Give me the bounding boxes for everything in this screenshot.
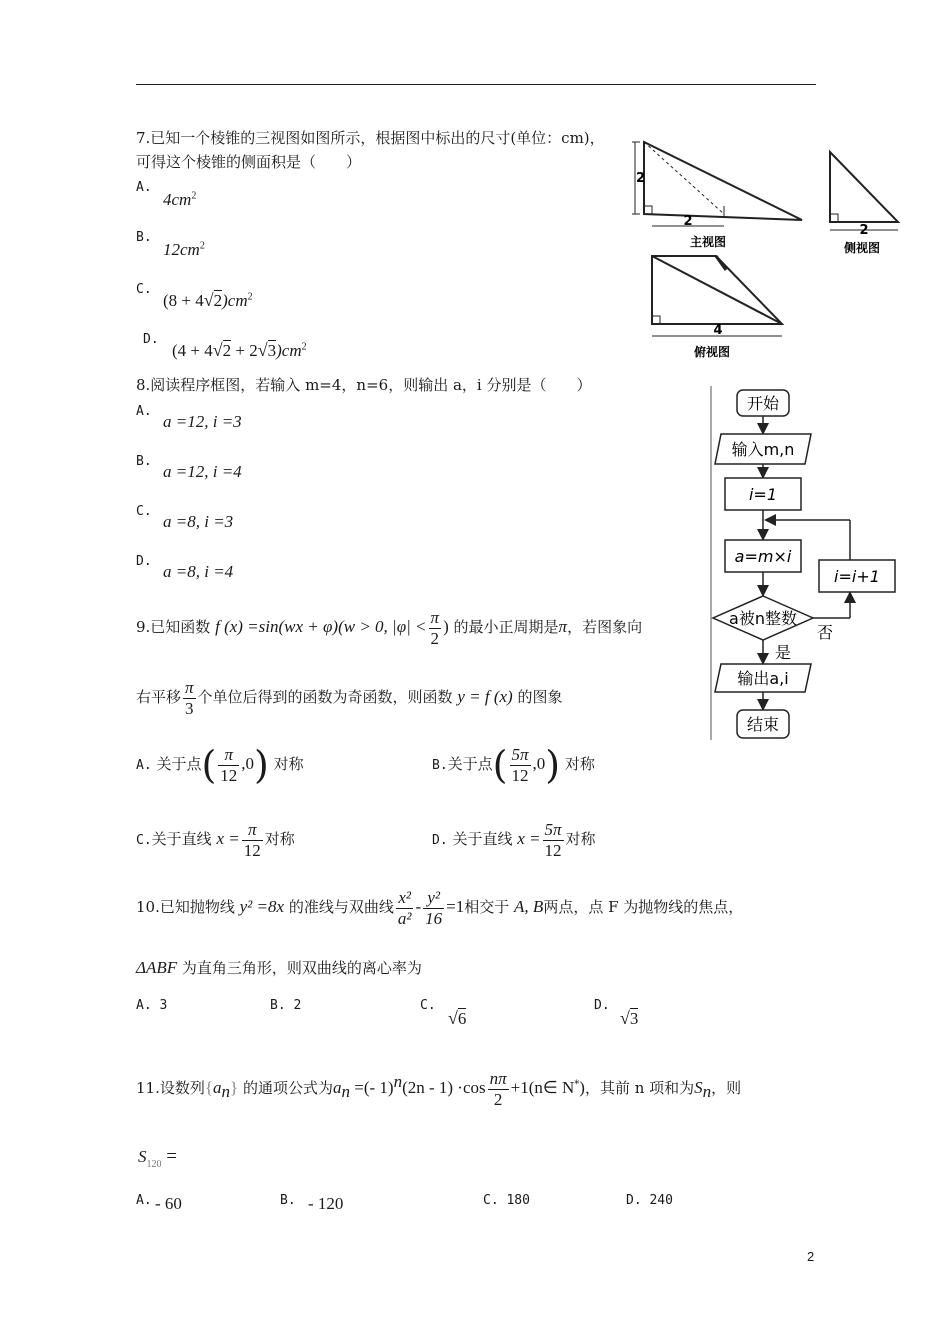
q11-formula-tail: +1(n∈ N	[510, 1078, 575, 1097]
q10-hy-num: y²	[423, 888, 444, 909]
q9-line2-tail: 的图象	[517, 688, 563, 706]
q9-option-d-frac	[543, 820, 564, 861]
q9-option-c	[136, 817, 295, 863]
q11-seq: a	[213, 1078, 222, 1097]
q8-option-b-label: B.	[136, 454, 152, 469]
q10-hy-den: 16	[425, 908, 443, 928]
flow-input-text: 输入m,n	[731, 440, 795, 459]
q7-option-c-sup: 2	[247, 291, 253, 303]
q9-option-a-label: A.	[136, 758, 152, 773]
side-dim-width: 2	[859, 223, 869, 238]
q9-option-a-frac	[218, 745, 239, 786]
q11-S-sub: n	[702, 1082, 712, 1101]
q11-frac-den: 2	[493, 1089, 503, 1109]
q11-formula-a: a	[333, 1078, 342, 1097]
q7-option-b-text: 12cm	[163, 240, 200, 259]
q9-line2-pre: 右平移	[136, 688, 182, 706]
q7-option-d-pre: (4 + 4	[172, 341, 213, 360]
side-view-label: 侧视图	[843, 241, 881, 255]
q9-func-frac-num: π	[430, 607, 440, 627]
q11-stem-end: ，则	[711, 1079, 742, 1097]
q9-shift-den: 3	[185, 698, 194, 718]
front-dim-width: 2	[683, 214, 693, 229]
flow-yes-label: 是	[774, 643, 792, 662]
q7-option-b	[163, 240, 205, 260]
q9-option-a-post: ,0	[241, 754, 255, 773]
q10-hx-frac	[396, 888, 414, 929]
q8-option-b: a =12, i =4	[163, 462, 242, 481]
q11-option-a: - 60	[155, 1194, 182, 1213]
q10-stem-mid2: 相交于	[464, 898, 510, 916]
flow-init-text: i=1	[748, 485, 778, 504]
flow-start-text: 开始	[746, 394, 780, 413]
q7-option-a-label: A.	[136, 180, 152, 195]
front-dim-height: 2	[635, 171, 645, 186]
q9-option-d	[432, 817, 596, 863]
q10-option-d-label: D.	[594, 998, 610, 1013]
q9-option-c-pre: 关于直线	[151, 830, 212, 848]
q9-func-frac	[429, 608, 442, 649]
q7-option-d: $(4 + 4√2 + 2√3)cm^2$	[172, 340, 307, 360]
q9-option-c-frac	[242, 820, 263, 861]
q7-option-c-post: )cm	[222, 291, 248, 310]
q9-option-d-num: 5π	[544, 819, 562, 839]
q9-option-a-pre: 关于点	[156, 755, 202, 773]
q9-option-c-tail: 对称	[264, 830, 295, 848]
q9-func: f (x) =sin(wx + φ)(w > 0, |φ| <	[215, 617, 427, 636]
header-rule	[136, 84, 816, 85]
q9-option-d-label: D.	[432, 833, 448, 848]
q8-option-c-label: C.	[136, 504, 152, 519]
top-view-label: 俯视图	[693, 345, 731, 359]
q10-hx-num: x²	[396, 888, 414, 909]
q9-option-d-var: x =	[517, 829, 541, 848]
q10-stem-post: 两点，点 F 为抛物线的焦点，	[543, 898, 744, 916]
q11-option-c: C. 180	[483, 1193, 530, 1208]
q11-option-b: - 120	[308, 1194, 344, 1213]
side-view	[830, 152, 898, 255]
q7-option-d-rad1: 2	[222, 341, 232, 360]
q10-line2-post: 为直角三角形，则双曲线的离心率为	[181, 959, 422, 977]
q10-parabola: y² =8x	[239, 897, 285, 916]
q7-option-d-rad2: 3	[267, 341, 277, 360]
q11-line2-sub: 120	[146, 1158, 162, 1170]
q11-seq-sub: n	[221, 1082, 231, 1101]
q9-line2-func: y = f (x)	[457, 687, 513, 706]
q11-stem-pre: 11.设数列	[136, 1079, 205, 1097]
q8-option-a-label: A.	[136, 404, 152, 419]
q8-flowchart	[705, 380, 915, 750]
q11-stem-line1: 11.设数列$\{a_n\}$ 的通项公式为$a_n$ =(- 1)$^n$(2n - 1) ·cos $\frac{n\pi}{2}$ +1(n∈ N*)，其前 n 项和为$S_n$，则	[136, 1068, 742, 1109]
q11-formula-end: )	[579, 1078, 585, 1097]
q10-hy-frac	[423, 888, 444, 929]
q9-pi: π	[558, 617, 568, 636]
q11-stem-line2	[138, 1146, 177, 1170]
flow-output-text: 输出a,i	[737, 669, 789, 688]
q7-option-b-sup: 2	[199, 240, 205, 252]
q9-option-d-den: 12	[544, 840, 562, 860]
q11-option-a-label: A.	[136, 1193, 152, 1208]
q10-stem-line1	[136, 885, 743, 929]
q9-option-b: B.关于点( $\frac{5\pi}{12}$ ,0) 对称	[432, 743, 595, 787]
q10-option-d-rad: 3	[629, 1009, 639, 1028]
q9-stem-pre: 9.已知函数	[136, 618, 211, 636]
flow-no-label: 否	[816, 623, 834, 642]
q9-option-b-den: 12	[511, 765, 529, 785]
q7-option-c-label: C.	[136, 282, 152, 297]
q10-option-d: √3	[620, 1008, 639, 1028]
q9-option-a-tail: 对称	[273, 755, 304, 773]
q10-stem-pre: 10.已知抛物线	[136, 898, 235, 916]
q7-option-a-sup: 2	[191, 190, 197, 202]
q10-option-c: √6	[448, 1008, 467, 1028]
q9-option-b-tail: 对称	[564, 755, 595, 773]
q9-option-a: A. 关于点( $\frac{\pi}{12}$ ,0) 对称	[136, 743, 304, 787]
q7-option-c: $(8 + 4√2)cm^2$	[163, 290, 253, 310]
q8-option-a: a =12, i =3	[163, 412, 242, 431]
q7-option-d-mid: + 2	[231, 341, 258, 360]
q10-option-c-label: C.	[420, 998, 436, 1013]
q9-stem-post: 的最小正周期是	[453, 618, 559, 636]
q11-formula-frac	[488, 1069, 509, 1110]
flow-increment-text: i=i+1	[834, 567, 880, 586]
q9-option-b-pre: 关于点	[447, 755, 493, 773]
q7-option-d-post: )cm	[276, 341, 302, 360]
q10-option-b: B. 2	[270, 998, 302, 1013]
flow-compute-text: a=m×i	[734, 547, 792, 566]
q9-shift-num: π	[185, 677, 194, 697]
q11-formula-mid2: (2n - 1) ·cos	[402, 1078, 486, 1097]
q7-option-b-label: B.	[136, 230, 152, 245]
q9-option-c-var: x =	[216, 829, 240, 848]
q11-formula-sup: n	[393, 1072, 403, 1091]
q11-S: S	[694, 1078, 703, 1097]
q11-stem-post: ，其前 n 项和为	[584, 1079, 695, 1097]
q11-formula-star: *	[574, 1079, 580, 1090]
q7-option-c-rad: 2	[213, 291, 223, 310]
q9-option-a-den: 12	[220, 765, 238, 785]
q11-formula-mid: =(- 1)	[350, 1078, 394, 1097]
front-view-label: 主视图	[689, 235, 727, 249]
q9-option-a-num: π	[218, 745, 239, 766]
q9-line2-post: 个单位后得到的函数为奇函数，则函数	[197, 688, 453, 706]
q9-option-b-frac	[510, 745, 531, 786]
q11-frac-num: nπ	[489, 1068, 507, 1088]
q9-option-c-den: 12	[243, 840, 261, 860]
front-view	[632, 142, 802, 249]
q9-func-frac-den: 2	[430, 628, 440, 648]
q9-option-d-pre: 关于直线	[452, 830, 513, 848]
q8-option-d: a =8, i =4	[163, 562, 234, 581]
q10-hx-den: a²	[397, 908, 412, 928]
q7-three-view-figure	[630, 130, 920, 370]
q11-stem-mid: 的通项公式为	[242, 1079, 333, 1097]
q7-option-a	[163, 190, 196, 210]
q11-line2-S: S	[138, 1147, 147, 1166]
q11-option-d: D. 240	[626, 1193, 673, 1208]
q11-formula-sub: n	[341, 1082, 350, 1101]
q9-option-c-num: π	[242, 820, 263, 841]
q9-shift-frac	[183, 678, 196, 719]
q10-option-a: A. 3	[136, 998, 168, 1013]
top-view	[652, 256, 782, 359]
q8-option-d-label: D.	[136, 554, 152, 569]
q7-option-c-pre: (8 + 4	[163, 291, 204, 310]
q9-stem-tail: ，若图象向	[567, 618, 643, 636]
top-dim-width: 4	[713, 323, 723, 338]
q9-stem-line2	[136, 675, 563, 719]
flow-end-text: 结束	[746, 715, 780, 734]
q10-option-c-rad: 6	[457, 1009, 467, 1028]
q8-option-c: a =8, i =3	[163, 512, 234, 531]
q11-line2-eq: =	[161, 1146, 177, 1167]
q7-stem-line2: 可得这个棱锥的侧面积是（ ）	[136, 153, 362, 171]
q7-option-d-label: D.	[143, 332, 159, 347]
q8-stem: 8.阅读程序框图，若输入 m=4，n=6，则输出 a，i 分别是（ ）	[136, 376, 592, 394]
page-number: 2	[807, 1249, 815, 1264]
q10-eq1: =1	[446, 897, 465, 916]
q10-minus: -	[415, 897, 422, 916]
q9-option-c-label: C.	[136, 833, 152, 848]
q9-stem-line1: 9.已知函数 f (x) =sin(wx + φ)(w > 0, |φ| < $\frac{\pi}{2}$ ) 的最小正周期是π，若图象向	[136, 607, 643, 648]
q7-stem-line1: 7.已知一个棱锥的三视图如图所示，根据图中标出的尺寸(单位：cm)，	[136, 129, 605, 147]
q9-option-b-post: ,0	[532, 754, 546, 773]
q7-option-d-sup: 2	[301, 341, 307, 353]
q11-option-b-label: B.	[280, 1193, 296, 1208]
q9-option-d-tail: 对称	[565, 830, 596, 848]
q9-option-b-label: B.	[432, 758, 448, 773]
q10-points: A, B	[514, 897, 544, 916]
q10-stem-line2	[136, 958, 422, 978]
q7-option-a-text: 4cm	[163, 190, 192, 209]
q10-stem-mid: 的准线与双曲线	[288, 898, 394, 916]
q10-triangle: ΔABF	[136, 958, 178, 977]
flow-decision-text: a被n整数	[729, 609, 797, 628]
q9-option-b-num: 5π	[511, 744, 529, 764]
